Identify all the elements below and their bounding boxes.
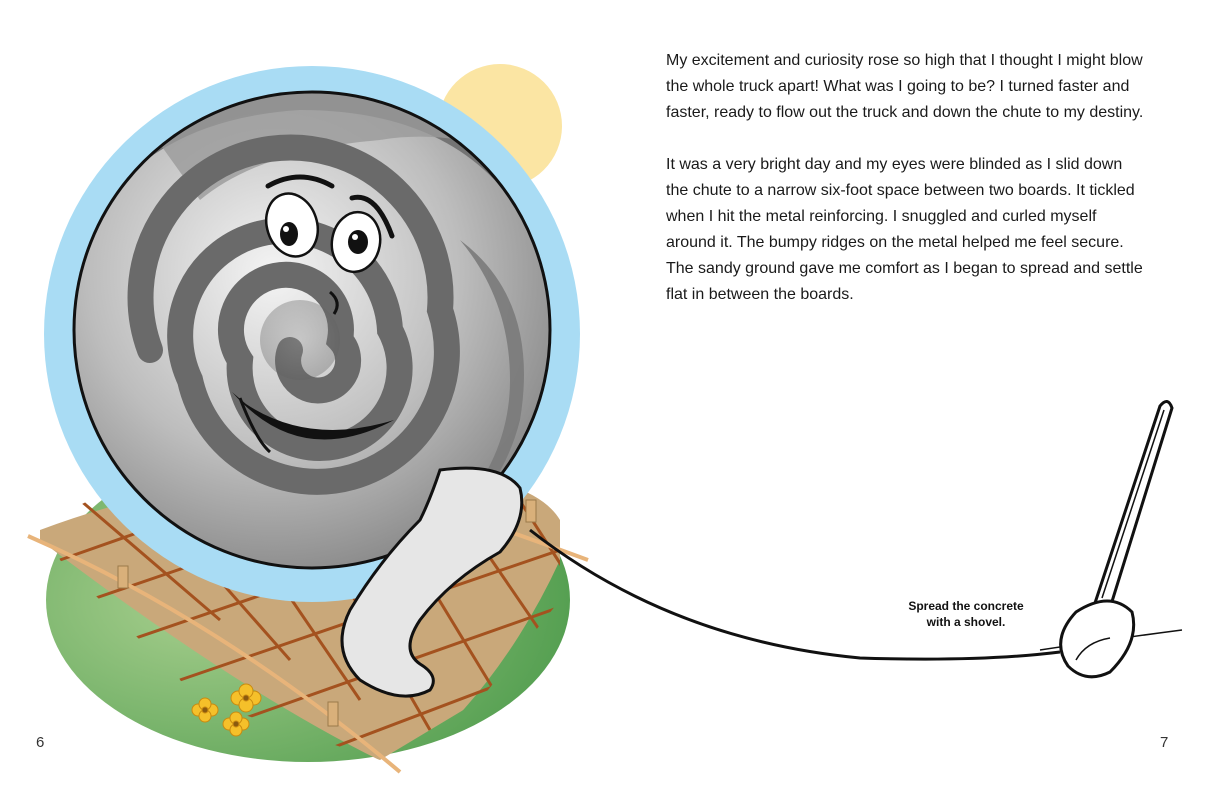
- story-paragraph: My excitement and curiosity rose so high that I thought I might blow the whole truck apart! What was I going to be? I turned faster and faster, ready to flow out the truck and down the chute to my destiny.: [666, 52, 1144, 121]
- story-text: [666, 48, 1146, 334]
- caption-line: with a shovel.: [926, 615, 1006, 629]
- shovel-icon: [520, 380, 1220, 700]
- stake: [328, 702, 338, 726]
- story-paragraph: It was a very bright day and my eyes were blinded as I slid down the chute to a narrow six-foot space between two boards. It tickled when I hit the metal reinforcing. I snuggled and curled myself around it. The bumpy ridges on the metal helped me feel secure. The sandy ground gave me comfort as I began to spread and settle flat in between the boards.: [666, 156, 1143, 303]
- shovel-caption: [886, 598, 1046, 630]
- page-number-right: 7: [1160, 734, 1169, 751]
- chute-line: [530, 530, 1060, 659]
- shovel-blade: [1061, 601, 1134, 677]
- stake: [118, 566, 128, 588]
- caption-line: Spread the concrete: [908, 599, 1024, 613]
- page-number-left: 6: [36, 734, 45, 751]
